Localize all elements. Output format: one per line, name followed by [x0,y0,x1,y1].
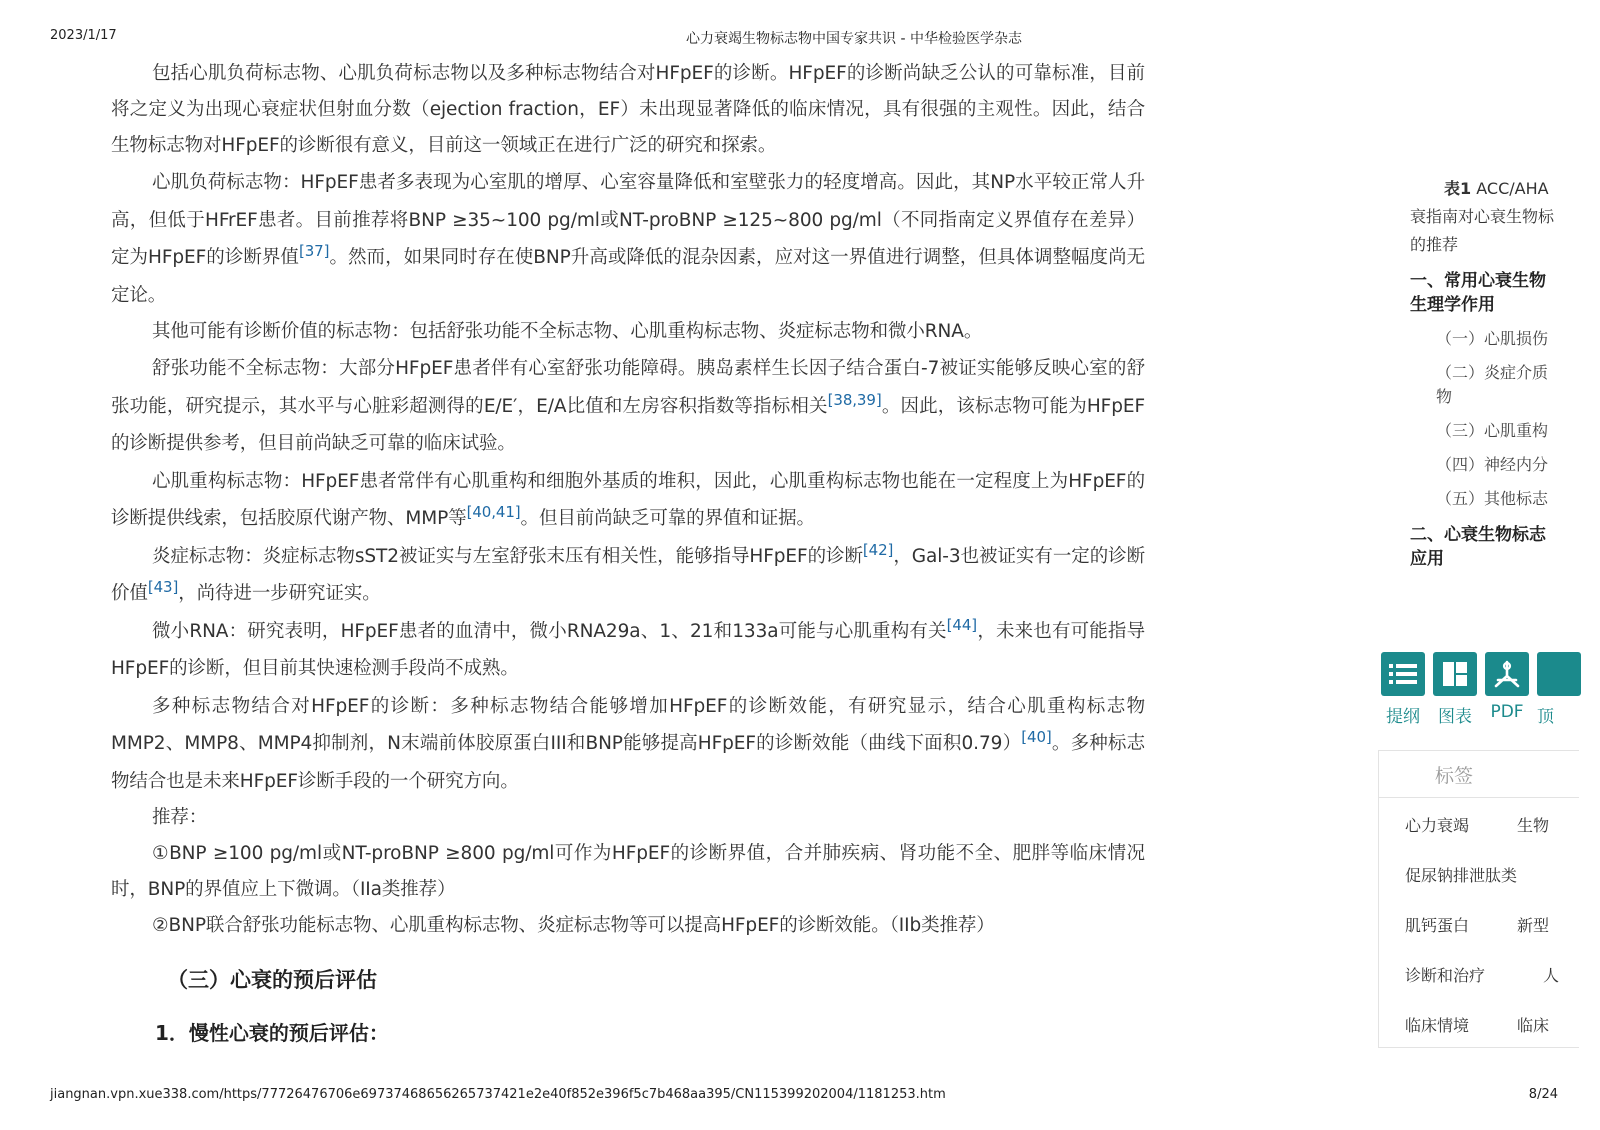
recommendation-item: ②BNP联合舒张功能标志物、心肌重构标志物、炎症标志物等可以提高HFpEF的诊断效能。（IIb类推荐） [152,915,995,936]
article-paragraph: 心肌负荷标志物：HFpEF患者多表现为心室肌的增厚、心室容量降低和室壁张力的轻度增高。因此，其NP水平较正常人升高，但低于HFrEF患者。目前推荐将BNP ≥35~100 pg/ml或NT-proBNP ≥125~800 pg/ml（不同指南定义界值存在差异）定为HFpEF的诊断界值[37]。然而，如果同时存在使BNP升高或降低的混杂因素，应对这一界值进行调整，但具体调整幅度尚无定论。 [111,172,1145,306]
toc-item-table1-cont[interactable]: 衰指南对心衰生物标 [1410,207,1555,226]
reference-link[interactable]: [40,41] [466,503,521,521]
article-paragraph: 微小RNA：研究表明，HFpEF患者的血清中，微小RNA29a、1、21和133a可能与心肌重构有关[44]，未来也有可能指导HFpEF的诊断，但目前其快速检测手段尚不成熟。 [111,615,1145,679]
reference-link[interactable]: [38,39] [827,390,882,409]
tag-link[interactable]: 肌钙蛋白 [1405,916,1470,935]
article-paragraph: 舒张功能不全标志物：大部分HFpEF患者伴有心室舒张功能障碍。胰岛素样生长因子结合蛋白-7被证实能够反映心室的舒张功能，研究提示，其水平与心脏彩超测得的E/E′，E/A比值和左房容积指数等指标相关[38,39]。因此，该标志物可能为HFpEF的诊断提供参考，但目前尚缺乏可靠的临床试验。 [111,358,1145,454]
toc-item-table1[interactable]: 表1 ACC/AHA [1444,179,1549,198]
toc-subsection[interactable]: （四）神经内分 [1436,455,1549,474]
tags-title: 标签 [1435,765,1474,787]
print-date: 2023/1/17 [50,28,117,43]
toc-section-1-cont[interactable]: 生理学作用 [1410,295,1495,315]
article-paragraph: 包括心肌负荷标志物、心肌负荷标志物以及多种标志物结合对HFpEF的诊断。HFpEF的诊断尚缺乏公认的可靠标准，目前将之定义为出现心衰症状但射血分数（ejection fraction，EF）未出现显著降低的临床情况，具有很强的主观性。因此，结合生物标志物对HFpEF的诊断很有意义，目前这一领域正在进行广泛的研究和探索。 [111,63,1145,156]
article-paragraph: 其他可能有诊断价值的标志物：包括舒张功能不全标志物、心肌重构标志物、炎症标志物和微小RNA。 [152,321,983,342]
subsection-heading: 1．慢性心衰的预后评估： [155,1021,389,1045]
toc-section-2[interactable]: 二、心衰生物标志 [1410,525,1546,545]
reference-link[interactable]: [40] [1021,728,1052,746]
reference-link[interactable]: [44] [946,615,978,634]
tag-link[interactable]: 人 [1543,966,1560,985]
print-page-number: 8/24 [1528,1087,1558,1102]
toc-subsection[interactable]: （二）炎症介质 [1436,363,1549,382]
recommendation-heading: 推荐： [152,807,208,828]
pdf-icon [1485,652,1529,696]
reference-link[interactable]: [43] [147,578,179,596]
toc-subsection[interactable]: （五）其他标志 [1436,489,1549,508]
list-icon [1381,652,1425,696]
tags-header [1379,751,1579,798]
article-paragraph: 心肌重构标志物：HFpEF患者常伴有心肌重构和细胞外基质的堆积，因此，心肌重构标志物也能在一定程度上为HFpEF的诊断提供线索，包括胶原代谢产物、MMP等[40,41]。但目前尚缺乏可靠的界值和证据。 [111,470,1145,529]
tag-link[interactable]: 心力衰竭 [1405,816,1470,835]
toc-section-2-cont[interactable]: 应用 [1410,549,1444,569]
tag-link[interactable]: 新型 [1517,916,1550,935]
reference-link[interactable]: [42] [862,540,894,559]
recommendation-item: ①BNP ≥100 pg/ml或NT-proBNP ≥800 pg/ml可作为HFpEF的诊断界值，合并肺疾病、肾功能不全、肥胖等临床情况时，BNP的界值应上下微调。（IIa类推荐） [111,843,1145,900]
article-paragraph: 炎症标志物：炎症标志物sST2被证实与左室舒张末压有相关性，能够指导HFpEF的诊断[42]，Gal-3也被证实有一定的诊断价值[43]，尚待进一步研究证实。 [111,540,1145,604]
print-page-title: 心力衰竭生物标志物中国专家共识 - 中华检验医学杂志 [686,31,1022,47]
toc-subsection[interactable]: （三）心肌重构 [1436,421,1549,440]
tag-link[interactable]: 临床 [1517,1016,1550,1035]
outline-button[interactable]: 提纲 [1381,652,1425,727]
toc-subsection[interactable]: （一）心肌损伤 [1436,329,1549,348]
toc-item-table1-cont[interactable]: 的推荐 [1410,235,1459,254]
arrow-up-icon [1537,652,1581,696]
tag-link[interactable]: 促尿钠排泄肽类 [1405,866,1518,885]
article-content [111,56,1145,1053]
toc-section-1[interactable]: 一、常用心衰生物 [1410,271,1546,291]
article-paragraph: 多种标志物结合对HFpEF的诊断：多种标志物结合能够增加HFpEF的诊断效能，有研究显示，结合心肌重构标志物MMP2、MMP8、MMP4抑制剂，N末端前体胶原蛋白III和BNP能够提高HFpEF的诊断效能（曲线下面积0.79）[40]。多种标志物结合也是未来HFpEF诊断手段的一个研究方向。 [111,695,1145,792]
pdf-button[interactable]: PDF [1485,652,1529,722]
tag-link[interactable]: 临床情境 [1405,1016,1470,1035]
tags-panel [1378,750,1579,1048]
top-button[interactable]: 顶 [1537,652,1548,727]
toc-subsection-cont[interactable]: 物 [1436,387,1453,406]
tag-link[interactable]: 诊断和治疗 [1405,966,1486,985]
section-heading: （三）心衰的预后评估 [167,968,377,992]
reference-link[interactable]: [37] [298,242,330,260]
figures-button[interactable]: 图表 [1433,652,1477,727]
print-url: jiangnan.vpn.xue338.com/https/77726476706e69737468656265737421e2e40f852e396f5c7b468aa395/CN115399202004/1181253.htm [50,1087,946,1102]
tag-link[interactable]: 生物 [1517,816,1550,835]
grid-icon [1433,652,1477,696]
